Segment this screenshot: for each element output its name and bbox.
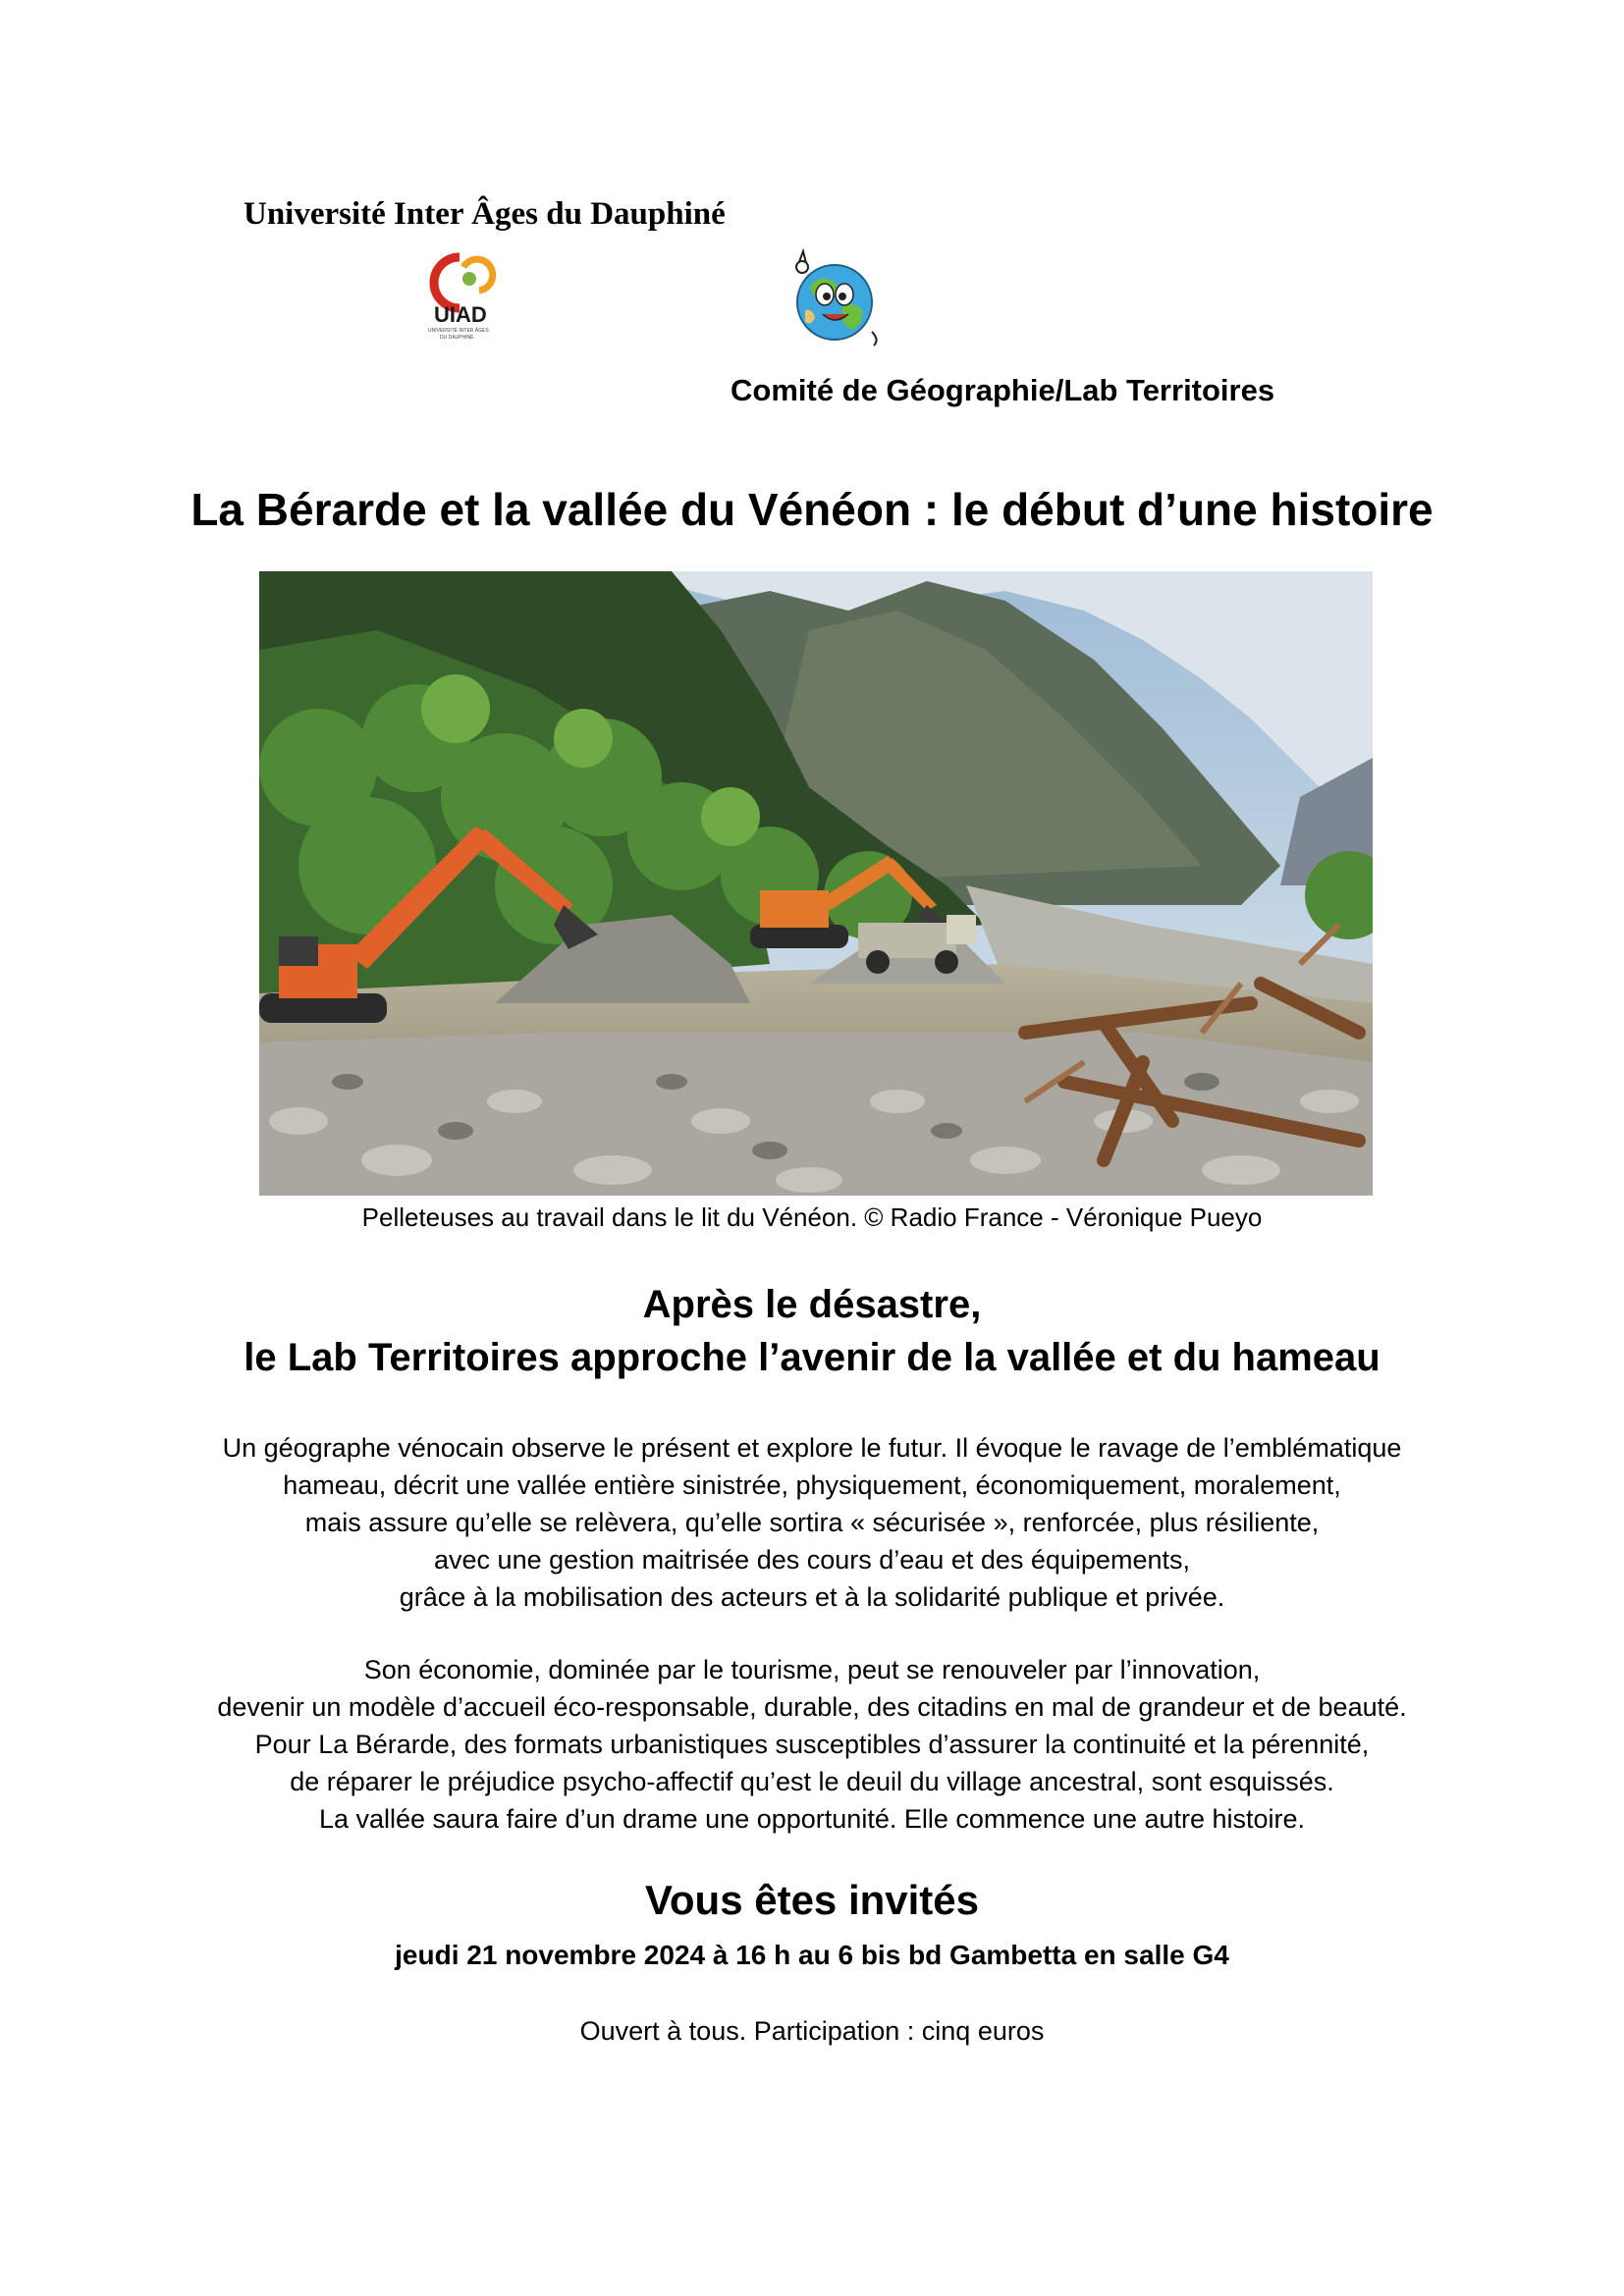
paragraph-line: avec une gestion maitrisée des cours d’eau et des équipements,	[434, 1545, 1190, 1575]
invitation-heading: Vous êtes invités	[644, 1877, 980, 1923]
paragraph-line: hameau, décrit une vallée entière sinistrée, physiquement, économiquement, moralement,	[283, 1470, 1341, 1500]
svg-text:DU DAUPHINÉ: DU DAUPHINÉ	[440, 335, 474, 341]
paragraph-line: grâce à la mobilisation des acteurs et à la solidarité publique et privée.	[399, 1582, 1225, 1612]
subtitle-line-1: Après le désastre,	[642, 1283, 982, 1326]
uiad-logo	[420, 247, 518, 342]
subtitle-line-2: le Lab Territoires approche l’avenir de la vallée et du hameau	[244, 1336, 1380, 1379]
paragraph-line: mais assure qu’elle se relèvera, qu’elle sortira « sécurisée », renforcée, plus résiliente,	[304, 1508, 1320, 1537]
valley-photo	[259, 571, 1373, 1196]
globe-mascot-icon	[782, 245, 892, 349]
access-info: Ouvert à tous. Participation : cinq euros	[579, 2016, 1045, 2046]
paragraph-line: Son économie, dominée par le tourisme, peut se renouveler par l’innovation,	[363, 1655, 1261, 1684]
page-title: La Bérarde et la vallée du Vénéon : le début d’une histoire	[190, 484, 1434, 535]
photo-caption: Pelleteuses au travail dans le lit du Vénéon. © Radio France - Véronique Pueyo	[361, 1202, 1263, 1232]
paragraph-line: La vallée saura faire d’un drame une opportunité. Elle commence une autre histoire.	[318, 1804, 1306, 1834]
paragraph-line: Pour La Bérarde, des formats urbanistiques susceptibles d’assurer la continuité et la pérennité,	[254, 1730, 1370, 1759]
paragraph-line: de réparer le préjudice psycho-affectif qu’est le deuil du village ancestral, sont esquissés.	[290, 1767, 1334, 1796]
paragraph-future	[0, 1651, 1624, 1838]
organization-name: Université Inter Âges du Dauphiné	[244, 196, 726, 232]
committee-name: Comité de Géographie/Lab Territoires	[731, 373, 1275, 407]
paragraph-line: devenir un modèle d’accueil éco-responsable, durable, des citadins en mal de grandeur et de beauté.	[217, 1692, 1407, 1722]
paragraph-line: Un géographe vénocain observe le présent et explore le futur. Il évoque le ravage de l’emblématique	[222, 1433, 1402, 1463]
event-details: jeudi 21 novembre 2024 à 16 h au 6 bis bd Gambetta en salle G4	[395, 1940, 1229, 1970]
paragraph-present	[0, 1429, 1624, 1616]
svg-text:UNIVERSITÉ INTER ÂGES: UNIVERSITÉ INTER ÂGES	[428, 328, 489, 334]
svg-text:UIAD: UIAD	[434, 302, 487, 327]
subtitle	[0, 1278, 1624, 1384]
